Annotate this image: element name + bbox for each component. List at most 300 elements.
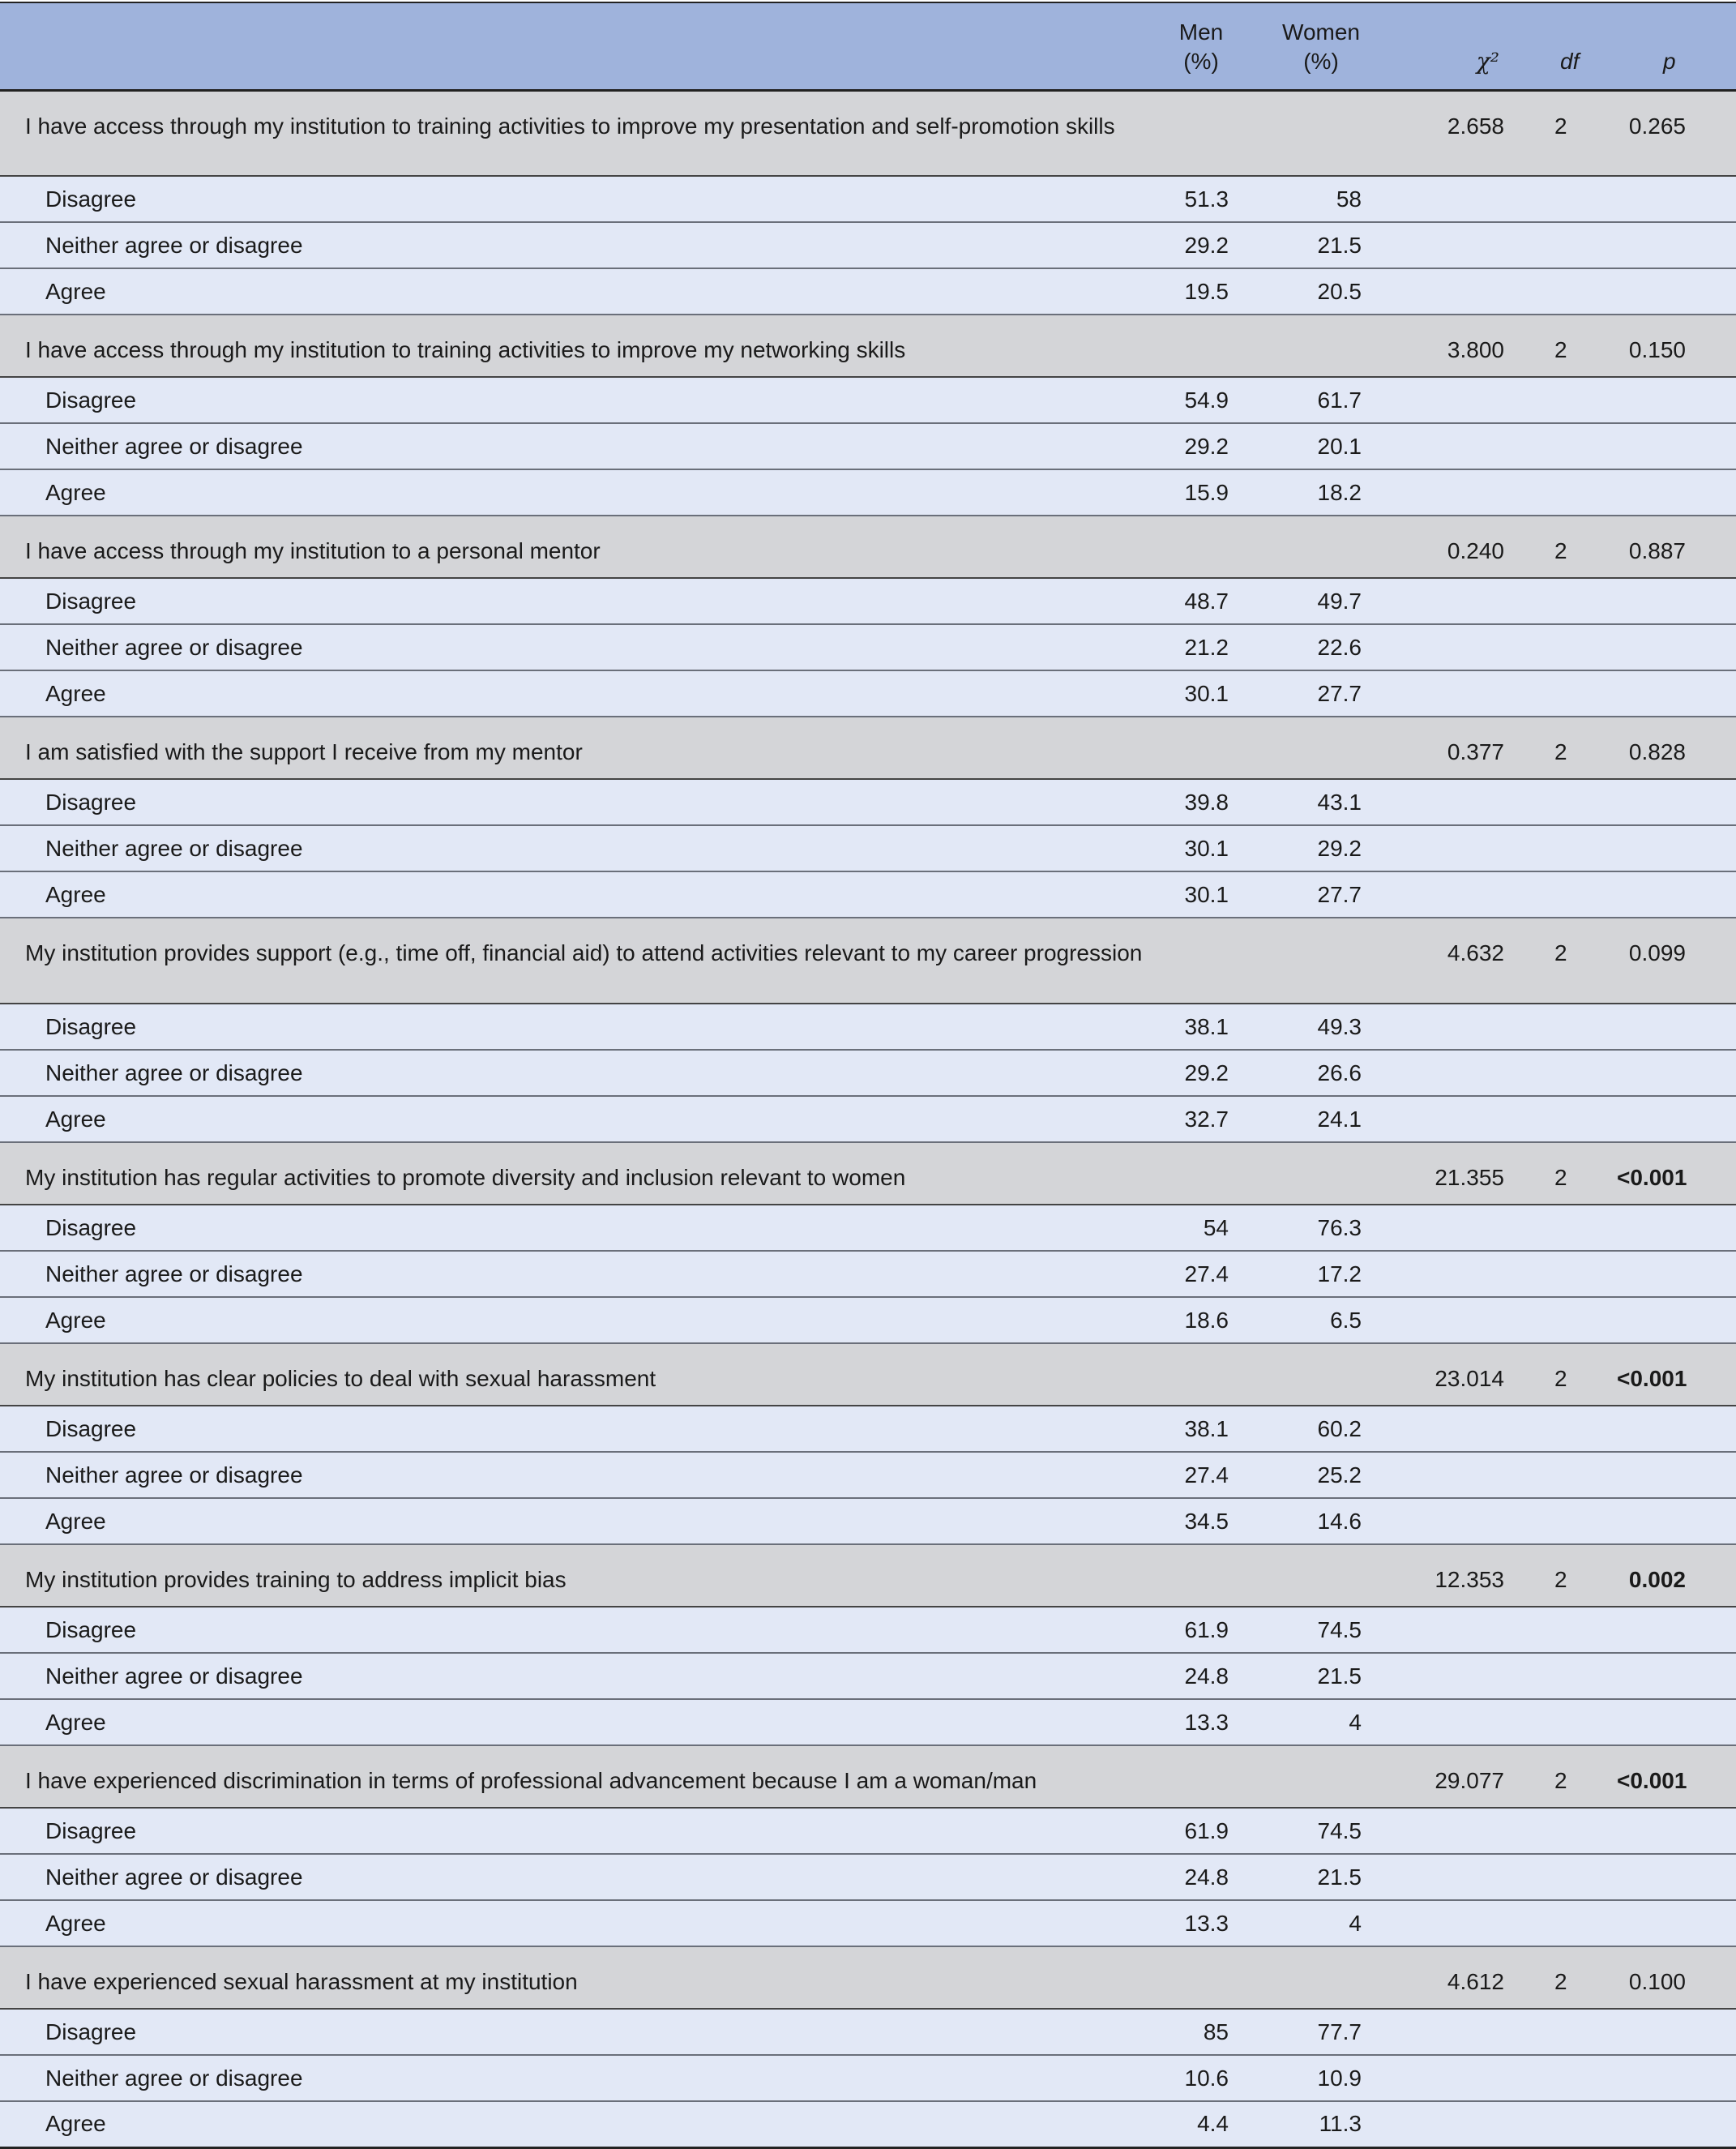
df-value: 2	[1554, 1165, 1567, 1190]
empty-chi-cell	[1402, 2009, 1548, 2055]
response-label: Disagree	[45, 2018, 137, 2044]
response-label: Neither agree or disagree	[45, 1864, 303, 1890]
question-row	[0, 918, 1736, 1004]
empty-chi-cell	[1402, 1498, 1548, 1544]
empty-df-cell	[1548, 1653, 1616, 1699]
question-men-cell	[1163, 1745, 1229, 1808]
men-percent: 61.9	[1184, 1616, 1229, 1642]
question-label	[0, 1745, 1163, 1808]
men-percent: 24.8	[1184, 1663, 1229, 1689]
women-percent: 11.3	[1319, 2111, 1362, 2137]
df-value: 2	[1554, 940, 1567, 965]
question-label	[0, 717, 1163, 779]
men-percent: 51.3	[1184, 186, 1229, 212]
women-percent: 76.3	[1317, 1214, 1362, 1240]
men-percent: 85	[1203, 2018, 1229, 2044]
empty-chi-cell	[1402, 176, 1548, 222]
response-row	[0, 1205, 1736, 1251]
question-women-cell	[1229, 315, 1402, 377]
empty-df-cell	[1548, 1406, 1616, 1452]
women-percent: 27.7	[1317, 881, 1362, 907]
question-men-cell	[1163, 1343, 1229, 1406]
men-percent: 19.5	[1184, 278, 1229, 304]
response-row	[0, 1452, 1736, 1498]
p-value: <0.001	[1617, 1768, 1687, 1793]
response-row	[0, 1808, 1736, 1854]
men-percent: 29.2	[1184, 1060, 1229, 1085]
response-label: Neither agree or disagree	[45, 835, 303, 861]
empty-p-cell	[1616, 2055, 1736, 2101]
chi-square-value: 0.240	[1447, 538, 1504, 563]
p-value: 0.265	[1628, 113, 1686, 139]
question-text: I am satisfied with the support I receive from my mentor	[25, 739, 583, 764]
response-row	[0, 1854, 1736, 1900]
question-women-cell	[1229, 90, 1402, 176]
response-row	[0, 1607, 1736, 1653]
p-value: 0.100	[1628, 1969, 1686, 1994]
empty-df-cell	[1548, 1808, 1616, 1854]
empty-p-cell	[1616, 624, 1736, 670]
response-label: Neither agree or disagree	[45, 634, 303, 660]
empty-chi-cell	[1402, 1050, 1548, 1096]
women-percent: 29.2	[1317, 835, 1362, 861]
question-row	[0, 516, 1736, 578]
empty-p-cell	[1616, 1452, 1736, 1498]
men-percent: 10.6	[1184, 2065, 1229, 2091]
empty-p-cell	[1616, 1498, 1736, 1544]
empty-chi-cell	[1402, 1653, 1548, 1699]
empty-df-cell	[1548, 1205, 1616, 1251]
empty-chi-cell	[1402, 1607, 1548, 1653]
df-value: 2	[1554, 113, 1567, 139]
question-label	[0, 315, 1163, 377]
response-row	[0, 2101, 1736, 2147]
question-row	[0, 1745, 1736, 1808]
women-percent: 61.7	[1317, 387, 1362, 413]
men-percent: 4.4	[1197, 2111, 1229, 2137]
women-percent: 6.5	[1330, 1307, 1362, 1333]
empty-df-cell	[1548, 825, 1616, 871]
response-row	[0, 825, 1736, 871]
men-percent: 38.1	[1184, 1013, 1229, 1039]
empty-chi-cell	[1402, 1251, 1548, 1297]
empty-chi-cell	[1402, 423, 1548, 469]
response-label: Neither agree or disagree	[45, 433, 303, 459]
response-label: Agree	[45, 680, 106, 706]
question-row	[0, 717, 1736, 779]
response-row	[0, 268, 1736, 315]
response-row	[0, 1297, 1736, 1343]
women-percent: 49.7	[1317, 588, 1362, 614]
response-label: Agree	[45, 1709, 106, 1735]
women-percent: 49.3	[1317, 1013, 1362, 1039]
df-value: 2	[1554, 538, 1567, 563]
empty-chi-cell	[1402, 871, 1548, 918]
question-women-cell	[1229, 1745, 1402, 1808]
women-percent: 18.2	[1317, 479, 1362, 505]
empty-df-cell	[1548, 1900, 1616, 1946]
empty-chi-cell	[1402, 1406, 1548, 1452]
men-percent: 27.4	[1184, 1462, 1229, 1488]
men-percent: 39.8	[1184, 789, 1229, 815]
empty-p-cell	[1616, 1205, 1736, 1251]
women-percent: 25.2	[1317, 1462, 1362, 1488]
question-men-cell	[1163, 90, 1229, 176]
response-label: Neither agree or disagree	[45, 1261, 303, 1286]
question-text: I have experienced sexual harassment at my institution	[25, 1969, 578, 1994]
response-row	[0, 1900, 1736, 1946]
women-percent: 58	[1336, 186, 1362, 212]
response-label: Agree	[45, 881, 106, 907]
response-label: Neither agree or disagree	[45, 1462, 303, 1488]
question-women-cell	[1229, 1343, 1402, 1406]
empty-chi-cell	[1402, 377, 1548, 423]
empty-chi-cell	[1402, 2101, 1548, 2147]
question-row	[0, 90, 1736, 176]
question-men-cell	[1163, 516, 1229, 578]
chi-square-value: 4.612	[1447, 1969, 1504, 1994]
empty-p-cell	[1616, 1854, 1736, 1900]
question-women-cell	[1229, 717, 1402, 779]
question-label	[0, 1544, 1163, 1607]
women-percent: 27.7	[1317, 680, 1362, 706]
empty-p-cell	[1616, 1406, 1736, 1452]
df-value: 2	[1554, 1969, 1567, 1994]
response-row	[0, 176, 1736, 222]
chi-square-value: 21.355	[1435, 1165, 1504, 1190]
response-row	[0, 1004, 1736, 1050]
response-row	[0, 2055, 1736, 2101]
response-label: Disagree	[45, 1415, 137, 1441]
men-percent: 18.6	[1184, 1307, 1229, 1333]
header-men-text: Men (%)	[1178, 19, 1224, 74]
question-label	[0, 90, 1163, 176]
empty-chi-cell	[1402, 1854, 1548, 1900]
empty-df-cell	[1548, 1498, 1616, 1544]
empty-p-cell	[1616, 268, 1736, 315]
response-row	[0, 222, 1736, 268]
question-men-cell	[1163, 918, 1229, 1004]
empty-df-cell	[1548, 670, 1616, 717]
empty-df-cell	[1548, 423, 1616, 469]
empty-df-cell	[1548, 469, 1616, 516]
question-text: My institution provides training to address implicit bias	[25, 1567, 567, 1592]
empty-p-cell	[1616, 377, 1736, 423]
empty-chi-cell	[1402, 779, 1548, 825]
chi-square-value: 23.014	[1435, 1366, 1504, 1391]
empty-chi-cell	[1402, 1452, 1548, 1498]
women-percent: 74.5	[1317, 1817, 1362, 1843]
empty-df-cell	[1548, 1050, 1616, 1096]
question-women-cell	[1229, 516, 1402, 578]
empty-df-cell	[1548, 1854, 1616, 1900]
women-percent: 20.5	[1317, 278, 1362, 304]
women-percent: 74.5	[1317, 1616, 1362, 1642]
empty-chi-cell	[1402, 624, 1548, 670]
p-value: 0.002	[1628, 1567, 1686, 1592]
empty-df-cell	[1548, 268, 1616, 315]
women-percent: 10.9	[1317, 2065, 1362, 2091]
empty-df-cell	[1548, 1699, 1616, 1745]
empty-chi-cell	[1402, 825, 1548, 871]
empty-df-cell	[1548, 1607, 1616, 1653]
empty-p-cell	[1616, 1900, 1736, 1946]
question-label	[0, 1946, 1163, 2009]
men-percent: 30.1	[1184, 881, 1229, 907]
empty-df-cell	[1548, 1004, 1616, 1050]
question-label	[0, 516, 1163, 578]
question-text: My institution provides support (e.g., time off, financial aid) to attend activities relevant to my career progression	[25, 940, 1143, 965]
question-men-cell	[1163, 1946, 1229, 2009]
empty-p-cell	[1616, 1096, 1736, 1142]
header-chi-square: χ²	[1476, 47, 1499, 75]
response-label: Disagree	[45, 1214, 137, 1240]
women-percent: 60.2	[1317, 1415, 1362, 1441]
header-p: p	[1663, 48, 1676, 74]
empty-df-cell	[1548, 222, 1616, 268]
empty-df-cell	[1548, 176, 1616, 222]
men-percent: 61.9	[1184, 1817, 1229, 1843]
empty-chi-cell	[1402, 670, 1548, 717]
women-percent: 77.7	[1317, 2018, 1362, 2044]
question-text: I have access through my institution to training activities to improve my presentation and self-promotion skills	[25, 113, 1115, 139]
response-row	[0, 871, 1736, 918]
empty-df-cell	[1548, 2055, 1616, 2101]
response-label: Neither agree or disagree	[45, 2065, 303, 2091]
question-text: I have access through my institution to a personal mentor	[25, 538, 601, 563]
women-percent: 17.2	[1317, 1261, 1362, 1286]
response-label: Agree	[45, 278, 106, 304]
empty-chi-cell	[1402, 1096, 1548, 1142]
question-text: I have experienced discrimination in terms of professional advancement because I am a woman/man	[25, 1768, 1037, 1793]
men-percent: 27.4	[1184, 1261, 1229, 1286]
response-row	[0, 1406, 1736, 1452]
women-percent: 21.5	[1317, 1663, 1362, 1689]
header-women-text: Women (%)	[1282, 19, 1360, 74]
women-percent: 21.5	[1317, 232, 1362, 258]
women-percent: 22.6	[1317, 634, 1362, 660]
men-percent: 48.7	[1184, 588, 1229, 614]
p-value: 0.887	[1628, 538, 1686, 563]
response-row	[0, 1050, 1736, 1096]
question-women-cell	[1229, 918, 1402, 1004]
empty-p-cell	[1616, 2101, 1736, 2147]
empty-df-cell	[1548, 1297, 1616, 1343]
response-label: Agree	[45, 1508, 106, 1534]
response-label: Agree	[45, 1307, 106, 1333]
empty-chi-cell	[1402, 222, 1548, 268]
empty-df-cell	[1548, 1452, 1616, 1498]
men-percent: 54.9	[1184, 387, 1229, 413]
empty-chi-cell	[1402, 469, 1548, 516]
women-percent: 4	[1349, 1910, 1362, 1936]
empty-chi-cell	[1402, 1205, 1548, 1251]
empty-df-cell	[1548, 2009, 1616, 2055]
table-body	[0, 90, 1736, 2147]
response-label: Neither agree or disagree	[45, 232, 303, 258]
question-text: I have access through my institution to training activities to improve my networking skills	[25, 337, 906, 362]
response-row	[0, 1699, 1736, 1745]
p-value: 0.150	[1628, 337, 1686, 362]
chi-square-value: 29.077	[1435, 1768, 1504, 1793]
men-percent: 34.5	[1184, 1508, 1229, 1534]
men-percent: 24.8	[1184, 1864, 1229, 1890]
chi-square-value: 12.353	[1435, 1567, 1504, 1592]
empty-p-cell	[1616, 1653, 1736, 1699]
response-row	[0, 1251, 1736, 1297]
response-label: Disagree	[45, 1616, 137, 1642]
question-men-cell	[1163, 1142, 1229, 1205]
header-men	[1163, 2, 1229, 90]
response-label: Disagree	[45, 1817, 137, 1843]
question-women-cell	[1229, 1544, 1402, 1607]
response-label: Disagree	[45, 387, 137, 413]
response-row	[0, 469, 1736, 516]
men-percent: 21.2	[1184, 634, 1229, 660]
df-value: 2	[1554, 1567, 1567, 1592]
men-percent: 38.1	[1184, 1415, 1229, 1441]
question-text: My institution has clear policies to deal with sexual harassment	[25, 1366, 656, 1391]
df-value: 2	[1554, 1366, 1567, 1391]
empty-p-cell	[1616, 1050, 1736, 1096]
response-row	[0, 670, 1736, 717]
header-label	[0, 2, 1163, 90]
chi-square-value: 0.377	[1447, 739, 1504, 764]
question-women-cell	[1229, 1946, 1402, 2009]
empty-p-cell	[1616, 578, 1736, 624]
men-percent: 29.2	[1184, 433, 1229, 459]
response-row	[0, 578, 1736, 624]
empty-p-cell	[1616, 1297, 1736, 1343]
empty-p-cell	[1616, 423, 1736, 469]
empty-df-cell	[1548, 624, 1616, 670]
empty-p-cell	[1616, 670, 1736, 717]
response-label: Disagree	[45, 1013, 137, 1039]
question-label	[0, 1343, 1163, 1406]
empty-p-cell	[1616, 825, 1736, 871]
header-women	[1229, 2, 1402, 90]
empty-df-cell	[1548, 377, 1616, 423]
empty-df-cell	[1548, 779, 1616, 825]
response-row	[0, 779, 1736, 825]
empty-p-cell	[1616, 222, 1736, 268]
question-label	[0, 1142, 1163, 1205]
p-value: <0.001	[1617, 1366, 1687, 1391]
women-percent: 43.1	[1317, 789, 1362, 815]
empty-chi-cell	[1402, 578, 1548, 624]
response-label: Neither agree or disagree	[45, 1663, 303, 1689]
women-percent: 14.6	[1317, 1508, 1362, 1534]
response-label: Agree	[45, 1910, 106, 1936]
men-percent: 30.1	[1184, 835, 1229, 861]
empty-chi-cell	[1402, 1900, 1548, 1946]
empty-chi-cell	[1402, 1004, 1548, 1050]
empty-chi-cell	[1402, 2055, 1548, 2101]
question-women-cell	[1229, 1142, 1402, 1205]
question-row	[0, 1544, 1736, 1607]
response-row	[0, 624, 1736, 670]
header-df: df	[1560, 48, 1580, 74]
df-value: 2	[1554, 1768, 1567, 1793]
men-percent: 54	[1203, 1214, 1229, 1240]
p-value: 0.828	[1628, 739, 1686, 764]
empty-p-cell	[1616, 1251, 1736, 1297]
empty-p-cell	[1616, 2009, 1736, 2055]
empty-df-cell	[1548, 1096, 1616, 1142]
men-percent: 29.2	[1184, 232, 1229, 258]
empty-chi-cell	[1402, 1808, 1548, 1854]
question-row	[0, 1343, 1736, 1406]
question-label	[0, 918, 1163, 1004]
response-row	[0, 2009, 1736, 2055]
question-row	[0, 315, 1736, 377]
response-label: Disagree	[45, 789, 137, 815]
df-value: 2	[1554, 739, 1567, 764]
p-value: <0.001	[1617, 1165, 1687, 1190]
women-percent: 21.5	[1317, 1864, 1362, 1890]
empty-p-cell	[1616, 1808, 1736, 1854]
response-label: Neither agree or disagree	[45, 1060, 303, 1085]
empty-df-cell	[1548, 1251, 1616, 1297]
question-text: My institution has regular activities to promote diversity and inclusion relevant to women	[25, 1165, 906, 1190]
empty-chi-cell	[1402, 1297, 1548, 1343]
men-percent: 32.7	[1184, 1106, 1229, 1132]
response-row	[0, 1096, 1736, 1142]
response-label: Disagree	[45, 186, 137, 212]
empty-p-cell	[1616, 779, 1736, 825]
response-row	[0, 423, 1736, 469]
empty-chi-cell	[1402, 1699, 1548, 1745]
p-value: 0.099	[1628, 940, 1686, 965]
empty-df-cell	[1548, 871, 1616, 918]
empty-p-cell	[1616, 469, 1736, 516]
df-value: 2	[1554, 337, 1567, 362]
empty-df-cell	[1548, 2101, 1616, 2147]
chi-square-value: 3.800	[1447, 337, 1504, 362]
response-row	[0, 1653, 1736, 1699]
men-percent: 30.1	[1184, 680, 1229, 706]
empty-p-cell	[1616, 176, 1736, 222]
empty-p-cell	[1616, 1004, 1736, 1050]
survey-table	[0, 2, 1736, 2149]
chi-square-value: 2.658	[1447, 113, 1504, 139]
men-percent: 13.3	[1184, 1709, 1229, 1735]
women-percent: 4	[1349, 1709, 1362, 1735]
women-percent: 20.1	[1317, 433, 1362, 459]
women-percent: 24.1	[1317, 1106, 1362, 1132]
response-label: Agree	[45, 1106, 106, 1132]
response-label: Agree	[45, 479, 106, 505]
response-label: Agree	[45, 2111, 106, 2137]
chi-square-value: 4.632	[1447, 940, 1504, 965]
question-men-cell	[1163, 315, 1229, 377]
response-label: Disagree	[45, 588, 137, 614]
empty-df-cell	[1548, 578, 1616, 624]
women-percent: 26.6	[1317, 1060, 1362, 1085]
question-row	[0, 1142, 1736, 1205]
men-percent: 15.9	[1184, 479, 1229, 505]
header-row	[0, 2, 1736, 90]
empty-p-cell	[1616, 1607, 1736, 1653]
question-men-cell	[1163, 717, 1229, 779]
question-row	[0, 1946, 1736, 2009]
empty-p-cell	[1616, 1699, 1736, 1745]
question-men-cell	[1163, 1544, 1229, 1607]
response-row	[0, 377, 1736, 423]
response-row	[0, 1498, 1736, 1544]
empty-p-cell	[1616, 871, 1736, 918]
men-percent: 13.3	[1184, 1910, 1229, 1936]
